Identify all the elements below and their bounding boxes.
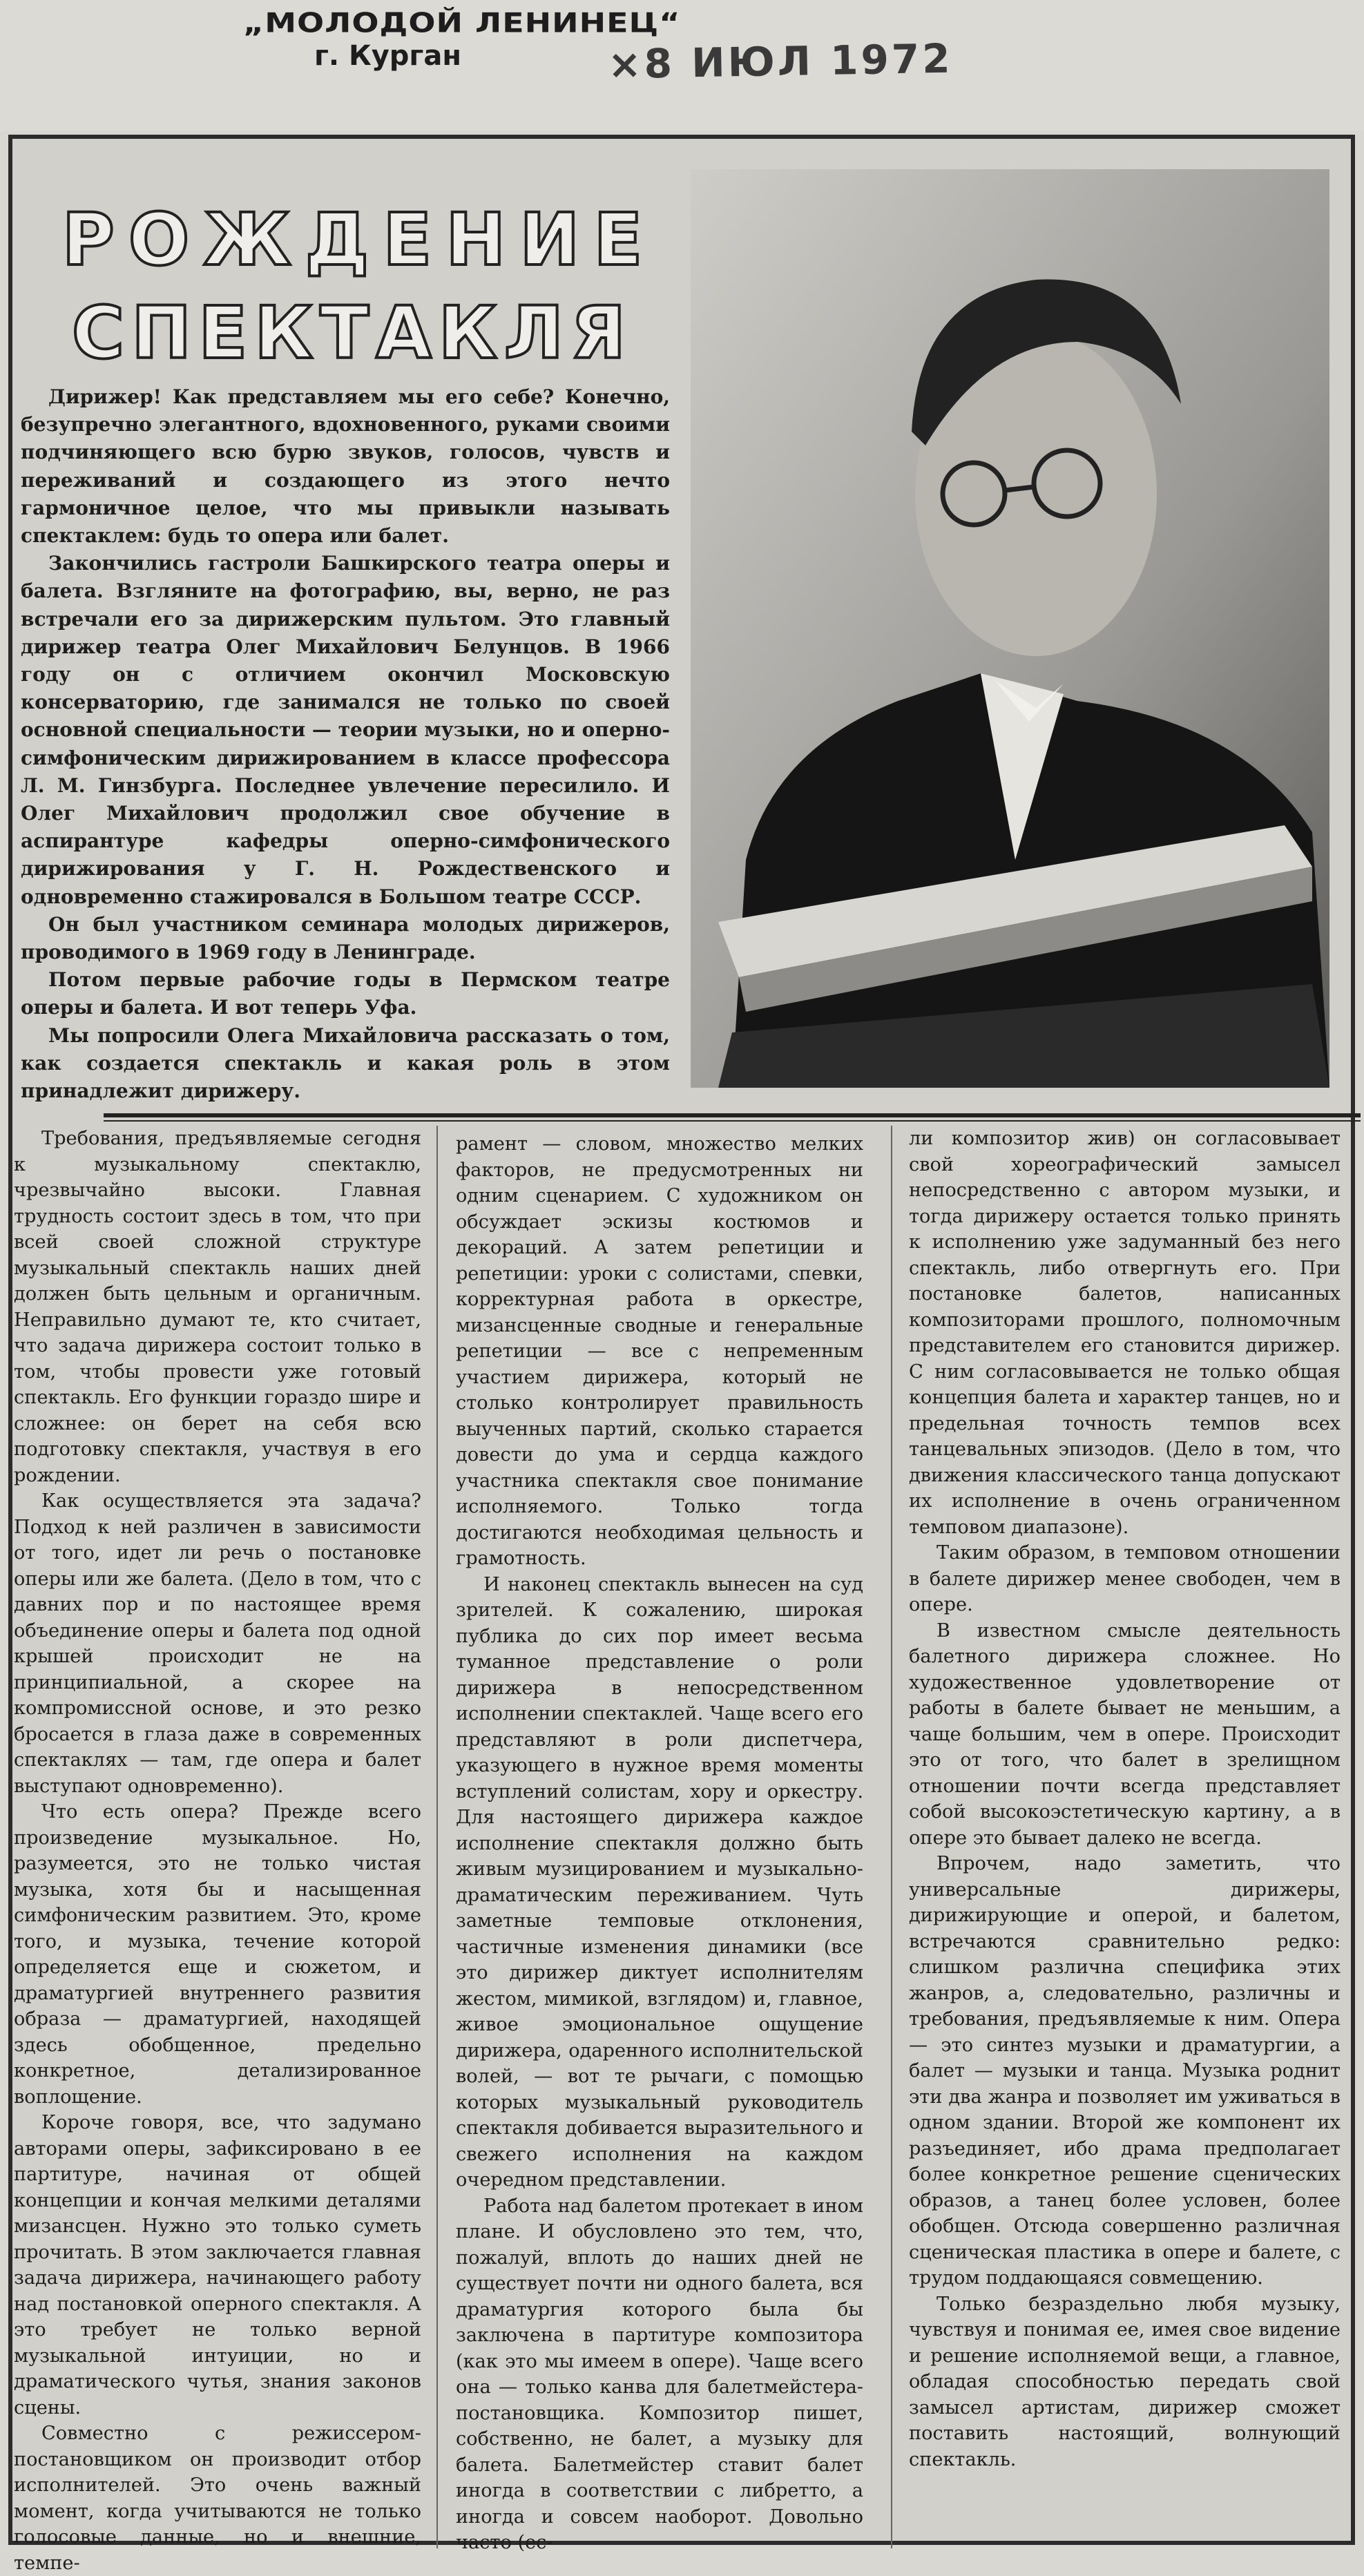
- headline-line-1: РОЖДЕНИЕ: [61, 198, 657, 282]
- newspaper-name: „МОЛОДОЙ ЛЕНИНЕЦ“: [243, 7, 681, 39]
- body-paragraph: Работа над балетом протекает в ином плане. И обусловлено это тем, что, пожалуй, вплоть до наших дней не существует почти ни одного балета, вся драматургия которого была бы заключена в партитуре композитора (как это мы имеем в опере). Чаще всего она — только канва для балетмейстера-постановщика. Композитор пишет, собственно, не балет, а музыку для балета. Балетмейстер ставит балет иногда в соответствии с либретто, а иногда и совсем наоборот. Довольно часто (ес-: [456, 2195, 863, 2553]
- body-paragraph: Требования, предъявляемые сегодня к музыкальному спектаклю, чрезвычайно высоки. Главная трудность состоит здесь в том, что при всей своей сложной структуре музыкальный спектакль наших дней должен быть цельным и органичным. Неправильно думают те, кто считает, что задача дирижера состоит только в том, чтобы провести уже готовый спектакль. Его функции гораздо шире и сложнее: он берет на себя всю подготовку спектакля, участвуя в его рождении.: [14, 1128, 421, 1486]
- lead-paragraph: Потом первые рабочие годы в Пермском театре оперы и балета. И вот теперь Уфа.: [21, 968, 670, 1019]
- lead-paragraph: Он был участником семинара молодых дирижеров, проводимого в 1969 году в Ленинграде.: [21, 912, 670, 964]
- body-paragraph: ли композитор жив) он согласовывает свой хореографический замысел непосредственно с автором музыки, и тогда дирижеру остается только принять к исполнению уже задуманный без него спектакль, либо отвергнуть его. При постановке балетов, написанных композиторами прошлого, полномочным представителем его становится дирижер. С ним согласовывается не только общая концепция балета и характер танцев, но и предельная точность темпов всех танцевальных эпизодов. (Дело в том, что движения классического танца допускают их исполнение в очень ограниченном темповом диапазоне).: [909, 1128, 1341, 1538]
- column-separator: [891, 1126, 892, 2548]
- body-paragraph: Как осуществляется эта задача? Подход к ней различен в зависимости от того, идет ли речь о постановке оперы или же балета. (Дело в том, что с давних пор и по настоящее время объединение оперы и балета под одной крышей происходит не на принципиальной, а скорее на компромиссной основе, и это резко бросается в глаза даже в современных спектаклях — там, где опера и балет выступают одновременно).: [14, 1490, 421, 1797]
- body-paragraph: рамент — словом, множество мелких факторов, не предусмотренных ни одним сценарием. С художником он обсуждает эскизы костюмов и декораций. А затем репетиции и репетиции: уроки с солистами, спевки, корректурная работа в оркестре, мизансценные сводные и генеральные репетиции — все с непременным участием дирижера, который не столько контролирует правильность выученных партий, сколько старается довести до ума и сердца каждого участника спектакля свое понимание исполняемого. Только тогда достигаются необходимая цельность и грамотность.: [456, 1133, 863, 1569]
- lead-text: [21, 383, 670, 1105]
- conductor-photo: [691, 169, 1329, 1088]
- body-paragraph: И наконец спектакль вынесен на суд зрителей. К сожалению, широкая публика до сих пор имеет весьма туманное представление о роли дирижера в непосредственном исполнении спектаклей. Чаще всего его представляют в роли диспетчера, указующего в нужное время моменты вступлений солистам, хору и оркестру. Для настоящего дирижера каждое исполнение спектакля должно быть живым музицированием и музыкально-драматическим переживанием. Чуть заметные темповые отклонения, частичные изменения динамики (все это дирижер диктует исполнителям жестом, мимикой, взглядом) и, главное, живое эмоциональное ощущение дирижера, одаренного исполнительской волей, — вот те рычаги, с помощью которых музыкальный руководитель спектакля добивается выразительного и свежего исполнения на каждом очередном представлении.: [456, 1573, 863, 2191]
- body-paragraph: Только безраздельно любя музыку, чувствуя и понимая ее, имея свое видение и решение исполняемой вещи, а главное, обладая способностью передать свой замысел артистам, дирижер сможет поставить настоящий, волнующий спектакль.: [909, 2293, 1341, 2470]
- article-column-3: [909, 1126, 1341, 2472]
- lead-paragraph: Мы попросили Олега Михайловича рассказать о том, как создается спектакль и какая роль в этом принадлежит дирижеру.: [21, 1023, 670, 1103]
- clipping-header: [0, 0, 1364, 131]
- article-column-2: [456, 1131, 863, 2556]
- body-paragraph: Совместно с режиссером-постановщиком он производит отбор исполнителей. Это очень важный момент, когда учитываются не только голосовые данные, но и внешние, темпе-: [14, 2423, 421, 2574]
- section-divider: [104, 1120, 1361, 1122]
- newspaper-city: г. Курган: [314, 40, 461, 72]
- article-column-1: [14, 1126, 421, 2576]
- body-paragraph: В известном смысле деятельность балетного дирижера сложнее. Но художественное удовлетворение от работы в балете бывает не меньшим, а чаще большим, чем в опере. Происходит это от того, что балет в зрелищном отношении почти всегда представляет собой высокоэстетическую картину, а в опере это бывает далеко не всегда.: [909, 1619, 1341, 1849]
- headline-line-2: СПЕКТАКЛЯ: [71, 291, 633, 375]
- body-paragraph: Что есть опера? Прежде всего произведение музыкальное. Но, разумеется, это не только чистая музыка, хотя бы и насыщенная симфоническим развитием. Это, кроме того, и музыка, течение которой определяется еще и сюжетом, и драматургией внутреннего развития образа — драматургией, находящей здесь обобщенное, предельно конкретное, детализированное воплощение.: [14, 1801, 421, 2108]
- lead-paragraph: Дирижер! Как представляем мы его себе? Конечно, безупречно элегантного, вдохновенного, руками своими подчиняющего всю бурю звуков, голосов, чувств и переживаний и создающего из этого нечто гармоничное целое, что мы привыкли называть спектаклем: будь то опера или балет.: [21, 385, 670, 548]
- body-paragraph: Таким образом, в темповом отношении в балете дирижер менее свободен, чем в опере.: [909, 1542, 1341, 1615]
- section-divider: [104, 1113, 1361, 1117]
- date-stamp: ×8 ИЮЛ 1972: [607, 35, 954, 88]
- body-paragraph: Короче говоря, все, что задумано авторами оперы, зафиксировано в ее партитуре, начиная от общей концепции и кончая мелкими деталями мизансцен. Нужно это только суметь прочитать. В этом заключается главная задача дирижера, начинающего работу над постановкой оперного спектакля. А это требует не только верной музыкальной интуиции, но и драматического чутья, знания законов сцены.: [14, 2112, 421, 2419]
- body-paragraph: Впрочем, надо заметить, что универсальные дирижеры, дирижирующие и оперой, и балетом, встречаются сравнительно редко: слишком различна специфика этих жанров, а, следовательно, различны и требования, предъявляемые к ним. Опера — это синтез музыки и драматургии, а балет — музыки и танца. Музыка роднит эти два жанра и позволяет им уживаться в одном здании. Второй же компонент их разъединяет, ибо драма предполагает более конкретное решение сценических образов, а танец более условен, более обобщен. Отсюда совершенно различная сценическая пластика в опере и балете, с трудом поддающаяся совмещению.: [909, 1853, 1341, 2289]
- column-separator: [436, 1126, 438, 2548]
- lead-paragraph: Закончились гастроли Башкирского театра оперы и балета. Взгляните на фотографию, вы, верно, не раз встречали его за дирижерским пультом. Это главный дирижер театра Олег Михайлович Белунцов. В 1966 году он с отличием окончил Московскую консерваторию, где занимался не только по своей основной специальности — теории музыки, но и оперно-симфоническим дирижированием в классе профессора Л. М. Гинзбурга. Последнее увлечение пересилило. И Олег Михайлович продолжил свое обучение в аспирантуре кафедры оперно-симфонического дирижирования у Г. Н. Рождественского и одновременно стажировался в Большом театре СССР.: [21, 552, 670, 908]
